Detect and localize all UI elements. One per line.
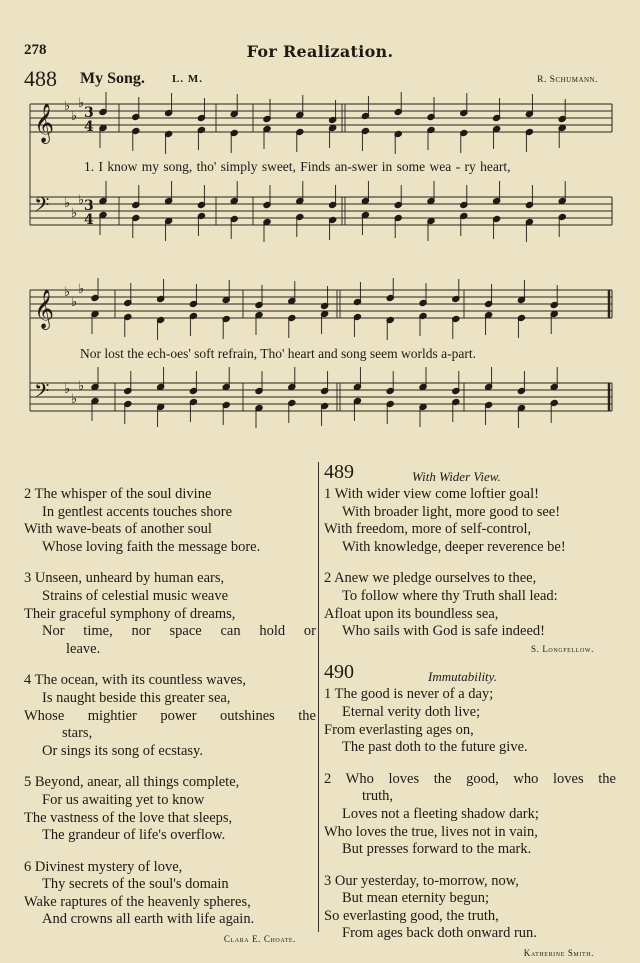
hymn-490-stanza-3 [324, 873, 616, 943]
verse-line: Is naught beside this greater sea, [42, 689, 231, 706]
verse-line: The grandeur of life's overflow. [42, 827, 226, 844]
verse-line: 1 With wider view come loftier goal! [324, 486, 539, 502]
verse-line: With freedom, more of self-control, [324, 521, 532, 538]
verse-line: Whose loving faith the message bore. [42, 538, 261, 555]
hymn-488-stanzas [24, 486, 316, 949]
verse-line: 4 The ocean, with its countless waves, [24, 672, 247, 689]
hymn-490-subtitle: Immutability. [428, 669, 497, 685]
running-title: For Realization. [246, 42, 394, 61]
verse-line: For us awaiting yet to know [42, 791, 205, 808]
verse-line: 5 Beyond, anear, all things complete, [24, 774, 240, 791]
bass-clef-icon: 𝄢 [34, 193, 50, 221]
flat-icon: ♭ [64, 382, 71, 397]
hymn-489-number: 489 [324, 461, 354, 483]
verse-line: But mean eternity begun; [342, 890, 489, 907]
flat-icon: ♭ [71, 206, 78, 221]
verse-line: Eternal verity doth live; [342, 703, 481, 720]
verse-line: And crowns all earth with life again. [42, 911, 255, 928]
hymn-488-title: My Song. [80, 70, 145, 87]
verse-line: With wave-beats of another soul [24, 521, 212, 538]
verse-line: But presses forward to the mark. [342, 841, 532, 858]
hymn-488-author: Clara E. Choate. [223, 934, 296, 945]
treble-clef-icon: 𝄞 [34, 289, 55, 329]
verse-line: Who loves the true, lives not in vain, [324, 823, 538, 840]
verse-line: The past doth to the future give. [342, 739, 528, 756]
hymn-490-stanza-2 [324, 771, 616, 859]
time-signature: 3 [84, 198, 94, 214]
flat-icon: ♭ [64, 285, 71, 300]
verse-line: Who sails with God is safe indeed! [342, 623, 545, 640]
verse-line: 3 Unseen, unheard by human ears, [24, 570, 225, 587]
flat-icon: ♭ [78, 193, 85, 208]
verse-line: Loves not a fleeting shadow dark; [342, 805, 539, 822]
hymn-489-stanza-2 [324, 570, 616, 640]
music-score [0, 0, 640, 450]
verse-line: With broader light, more good to see! [342, 503, 561, 520]
verse-line: From ages back doth onward run. [342, 925, 537, 942]
verse-line: In gentlest accents touches shore [42, 503, 233, 520]
treble-clef-icon: 𝄞 [34, 103, 55, 143]
verse-line: Wake raptures of the heavenly spheres, [24, 893, 251, 910]
verse-line: Strains of celestial music weave [42, 587, 229, 604]
flat-icon: ♭ [78, 379, 85, 394]
time-signature: 3 [84, 105, 94, 121]
verse-line: Their graceful symphony of dreams, [24, 605, 236, 622]
hymn-490-number: 490 [324, 661, 354, 684]
hymn-488-number: 488 [24, 66, 57, 91]
time-signature: 4 [84, 212, 94, 228]
verse-line: From everlasting ages on, [324, 721, 474, 738]
flat-icon: ♭ [71, 392, 78, 407]
verse-line: 1 The good is never of a day; [324, 686, 494, 703]
flat-icon: ♭ [78, 282, 85, 297]
flat-icon: ♭ [64, 196, 71, 211]
column-divider [318, 462, 319, 932]
verse-line: With knowledge, deeper reverence be! [342, 538, 566, 555]
hymn-488-stanza-5 [24, 774, 316, 844]
flat-icon: ♭ [71, 109, 78, 124]
verse-line: So everlasting good, the truth, [324, 907, 499, 924]
hymn-489-stanza-1 [324, 486, 616, 556]
hymn-488-composer: R. Schumann. [537, 75, 598, 85]
flat-icon: ♭ [64, 99, 71, 114]
verse-line: To follow where thy Truth shall lead: [342, 587, 558, 604]
right-column [324, 462, 616, 963]
verse-line: The vastness of the love that sleeps, [24, 809, 233, 826]
time-signature: 4 [84, 119, 94, 135]
flat-icon: ♭ [71, 295, 78, 310]
hymn-488-stanza-3 [24, 570, 316, 658]
verse-line: Nor time, nor space can hold or [42, 623, 316, 640]
flat-icon: ♭ [78, 96, 85, 111]
verse-line: 2 Anew we pledge ourselves to thee, [324, 570, 537, 587]
hymn-488-stanza-6 [24, 859, 316, 929]
verse-line: 6 Divinest mystery of love, [24, 858, 183, 875]
hymn-489-header [324, 462, 616, 486]
verse-line: 2 The whisper of the soul divine [24, 486, 212, 502]
hymn-488-lyric-line-1: 1. I know my song, tho' simply sweet, Finds an-swer in some wea - ry heart, [84, 159, 511, 174]
hymn-489-author: S. Longfellow. [531, 643, 594, 654]
hymn-490-author: Katherine Smith. [523, 948, 594, 959]
verse-line: stars, [62, 725, 93, 742]
verse-line: 2 Who loves the good, who loves the [324, 770, 616, 787]
hymn-488-meter: L. M. [172, 73, 203, 85]
verse-line: truth, [362, 788, 394, 805]
hymn-488-lyric-line-2: Nor lost the ech-oes' soft refrain, Tho' heart and song seem worlds a-part. [80, 346, 476, 361]
hymn-490-stanza-1 [324, 686, 616, 756]
hymn-489-subtitle: With Wider View. [412, 469, 501, 484]
verse-line: Whose mightier power outshines the [24, 707, 316, 724]
hymn-488-stanza-4 [24, 672, 316, 760]
page-number: 278 [24, 42, 47, 58]
verse-line: Or sings its song of ecstasy. [42, 742, 203, 759]
hymn-490-header [324, 662, 616, 686]
verse-line: 3 Our yesterday, to-morrow, now, [324, 872, 519, 889]
bass-clef-icon: 𝄢 [34, 379, 50, 407]
verse-line: Afloat upon its boundless sea, [324, 605, 499, 622]
verse-line: leave. [66, 640, 101, 657]
hymn-488-stanza-2 [24, 486, 316, 556]
verse-line: Thy secrets of the soul's domain [42, 876, 229, 893]
